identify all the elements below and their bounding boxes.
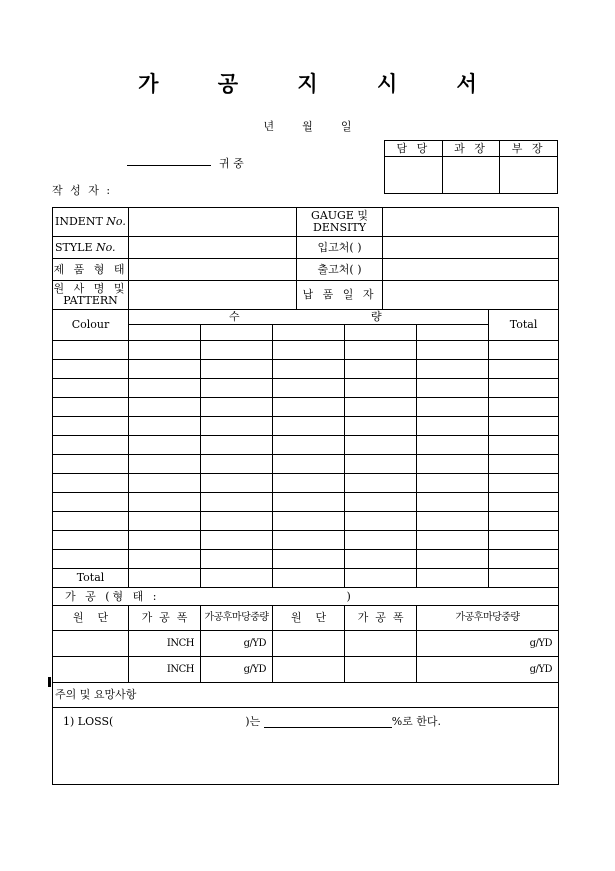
product-form-label: 제 품 형 태: [53, 259, 129, 281]
qty-subheader-cell: [417, 325, 489, 341]
approval-box: [384, 140, 558, 194]
processing-type-row[interactable]: [53, 588, 559, 606]
row-total-cell[interactable]: [489, 531, 559, 550]
row-total-cell[interactable]: [489, 512, 559, 531]
quantity-cell[interactable]: [273, 379, 345, 398]
quantity-row: [53, 474, 559, 493]
colour-cell[interactable]: [53, 379, 129, 398]
quantity-cell[interactable]: [129, 474, 201, 493]
author-label: 작 성 자 :: [52, 184, 113, 197]
weight-cell[interactable]: g/YD: [417, 631, 559, 657]
quantity-cell[interactable]: [129, 341, 201, 360]
quantity-cell[interactable]: [345, 379, 417, 398]
product-form-field[interactable]: [129, 259, 297, 281]
quantity-cell[interactable]: [345, 474, 417, 493]
quantity-cell[interactable]: [345, 341, 417, 360]
weight-header-2: 가공후마당중량: [417, 606, 559, 631]
quantity-cell[interactable]: [201, 379, 273, 398]
day-label: 일: [340, 120, 352, 133]
colour-cell[interactable]: [53, 360, 129, 379]
quantity-cell[interactable]: [273, 531, 345, 550]
fabric-header-2: 원 단: [273, 606, 345, 631]
processing-type-label: 가 공 (형 태 :: [65, 589, 160, 603]
approval-header-manager: 과 장: [442, 141, 500, 157]
style-no-label: STYLE No.: [53, 237, 129, 259]
total-cell[interactable]: [273, 569, 345, 588]
quantity-cell[interactable]: [273, 360, 345, 379]
weight-cell[interactable]: g/YD: [201, 631, 273, 657]
quantity-cell[interactable]: [201, 550, 273, 569]
fabric-cell[interactable]: [53, 631, 129, 657]
quantity-cell[interactable]: [273, 398, 345, 417]
width-cell[interactable]: [345, 657, 417, 683]
colour-cell[interactable]: [53, 474, 129, 493]
style-no-field[interactable]: [129, 237, 297, 259]
weight-cell[interactable]: g/YD: [417, 657, 559, 683]
fabric-cell[interactable]: [53, 657, 129, 683]
quantity-cell[interactable]: [201, 493, 273, 512]
loss-suffix: %로 한다.: [391, 715, 442, 728]
row-total-cell[interactable]: [489, 398, 559, 417]
row-total-cell[interactable]: [489, 417, 559, 436]
total-cell[interactable]: [345, 569, 417, 588]
fabric-pattern-label: 원 사 명 및 PATTERN: [53, 281, 129, 310]
quantity-cell[interactable]: [273, 436, 345, 455]
fabric-pattern-field[interactable]: [129, 281, 297, 310]
width-cell[interactable]: [345, 631, 417, 657]
quantity-cell[interactable]: [273, 341, 345, 360]
row-total-cell[interactable]: [489, 474, 559, 493]
quantity-cell[interactable]: [201, 417, 273, 436]
total-cell[interactable]: [489, 569, 559, 588]
quantity-cell[interactable]: [417, 379, 489, 398]
colour-cell[interactable]: [53, 531, 129, 550]
fabric-cell[interactable]: [273, 657, 345, 683]
quantity-cell[interactable]: [345, 417, 417, 436]
quantity-cell[interactable]: [417, 474, 489, 493]
quantity-cell[interactable]: [129, 455, 201, 474]
gauge-density-label: GAUGE 및 DENSITY: [297, 208, 383, 237]
quantity-cell[interactable]: [345, 531, 417, 550]
quantity-cell[interactable]: [345, 436, 417, 455]
recipient-label: 귀 중: [219, 157, 244, 170]
colour-cell[interactable]: [53, 398, 129, 417]
year-label: 년: [263, 120, 275, 133]
quantity-cell[interactable]: [201, 398, 273, 417]
row-total-cell[interactable]: [489, 341, 559, 360]
quantity-row: [53, 417, 559, 436]
total-cell[interactable]: [417, 569, 489, 588]
quantity-cell[interactable]: [129, 531, 201, 550]
fabric-cell[interactable]: [273, 631, 345, 657]
quantity-cell[interactable]: [417, 360, 489, 379]
quantity-row: [53, 493, 559, 512]
quantity-row: [53, 550, 559, 569]
warehouse-out-label: 출고처( ): [297, 259, 383, 281]
date-line: [0, 118, 615, 134]
total-header: Total: [489, 310, 559, 341]
qty-subheader-cell: [273, 325, 345, 341]
quantity-cell[interactable]: [129, 360, 201, 379]
total-cell[interactable]: [201, 569, 273, 588]
quantity-cell[interactable]: [129, 493, 201, 512]
quantity-cell[interactable]: [129, 398, 201, 417]
quantity-cell[interactable]: [201, 341, 273, 360]
gauge-density-field[interactable]: [383, 208, 559, 237]
document-title: 가 공 지 시 서: [138, 71, 503, 96]
quantity-cell[interactable]: [417, 455, 489, 474]
indent-no-label: INDENT No.: [53, 208, 129, 237]
approval-sign-manager[interactable]: [442, 157, 500, 194]
row-total-cell[interactable]: [489, 436, 559, 455]
row-total-cell[interactable]: [489, 493, 559, 512]
qty-subheader-cell: [201, 325, 273, 341]
approval-sign-director[interactable]: [500, 157, 558, 194]
quantity-cell[interactable]: [129, 417, 201, 436]
row-total-cell[interactable]: [489, 379, 559, 398]
quantity-cell[interactable]: [417, 550, 489, 569]
quantity-cell[interactable]: [273, 512, 345, 531]
quantity-cell[interactable]: [417, 531, 489, 550]
quantity-row: [53, 436, 559, 455]
quantity-cell[interactable]: [201, 360, 273, 379]
notes-field[interactable]: [53, 708, 559, 785]
quantity-row: [53, 379, 559, 398]
quantity-cell[interactable]: [417, 512, 489, 531]
quantity-row: [53, 398, 559, 417]
total-cell[interactable]: [129, 569, 201, 588]
quantity-cell[interactable]: [273, 493, 345, 512]
quantity-cell[interactable]: [273, 474, 345, 493]
colour-cell[interactable]: [53, 512, 129, 531]
delivery-date-field[interactable]: [383, 281, 559, 310]
row-total-cell[interactable]: [489, 550, 559, 569]
approval-header-director: 부 장: [500, 141, 558, 157]
qty-subheader-cell: [345, 325, 417, 341]
weight-cell[interactable]: g/YD: [201, 657, 273, 683]
warehouse-out-field[interactable]: [383, 259, 559, 281]
quantity-rows: [53, 341, 559, 569]
width-header-1: 가 공 폭: [129, 606, 201, 631]
colour-cell[interactable]: [53, 417, 129, 436]
quantity-cell[interactable]: [417, 493, 489, 512]
quantity-cell[interactable]: [129, 379, 201, 398]
quantity-cell[interactable]: [345, 550, 417, 569]
processing-type-close: ): [346, 589, 351, 603]
row-total-cell[interactable]: [489, 455, 559, 474]
quantity-row: [53, 360, 559, 379]
quantity-row: [53, 531, 559, 550]
quantity-header: 수 량: [129, 310, 489, 325]
quantity-cell[interactable]: [345, 360, 417, 379]
weight-header-1: 가공후마당중량: [201, 606, 273, 631]
notes-label: 주의 및 요망사항: [53, 683, 559, 708]
quantity-cell[interactable]: [273, 550, 345, 569]
quantity-cell[interactable]: [273, 417, 345, 436]
recipient-underline[interactable]: [127, 165, 211, 166]
width-cell[interactable]: INCH: [129, 657, 201, 683]
quantity-cell[interactable]: [201, 512, 273, 531]
colour-cell[interactable]: [53, 436, 129, 455]
quantity-cell[interactable]: [345, 493, 417, 512]
quantity-cell[interactable]: [273, 455, 345, 474]
quantity-cell[interactable]: [201, 474, 273, 493]
delivery-date-label: 납 품 일 자: [297, 281, 383, 310]
quantity-cell[interactable]: [129, 512, 201, 531]
quantity-cell[interactable]: [201, 531, 273, 550]
quantity-cell[interactable]: [417, 341, 489, 360]
quantity-cell[interactable]: [345, 398, 417, 417]
row-total-label: Total: [53, 569, 129, 588]
width-cell[interactable]: INCH: [129, 631, 201, 657]
quantity-row: [53, 341, 559, 360]
colour-cell[interactable]: [53, 493, 129, 512]
row-total-cell[interactable]: [489, 360, 559, 379]
indent-no-field[interactable]: [129, 208, 297, 237]
approval-header-staff: 담 당: [385, 141, 443, 157]
quantity-cell[interactable]: [129, 550, 201, 569]
warehouse-in-field[interactable]: [383, 237, 559, 259]
quantity-cell[interactable]: [201, 455, 273, 474]
warehouse-in-label: 입고처( ): [297, 237, 383, 259]
fabric-header-1: 원 단: [53, 606, 129, 631]
quantity-cell[interactable]: [201, 436, 273, 455]
colour-cell[interactable]: [53, 341, 129, 360]
quantity-cell[interactable]: [417, 417, 489, 436]
width-header-2: 가 공 폭: [345, 606, 417, 631]
qty-subheader-cell: [129, 325, 201, 341]
quantity-cell[interactable]: [345, 512, 417, 531]
quantity-row: [53, 512, 559, 531]
quantity-row: [53, 455, 559, 474]
approval-sign-staff[interactable]: [385, 157, 443, 194]
loss-prefix: 1) LOSS(: [63, 715, 114, 728]
month-label: 월: [302, 120, 313, 133]
colour-cell[interactable]: [53, 455, 129, 474]
quantity-cell[interactable]: [417, 398, 489, 417]
quantity-cell[interactable]: [345, 455, 417, 474]
colour-header: Colour: [53, 310, 129, 341]
colour-cell[interactable]: [53, 550, 129, 569]
loss-percent-blank[interactable]: [264, 716, 392, 728]
quantity-cell[interactable]: [417, 436, 489, 455]
instruction-table: [52, 207, 559, 785]
loss-middle: )는: [245, 715, 261, 728]
quantity-cell[interactable]: [129, 436, 201, 455]
margin-mark: [48, 677, 51, 687]
